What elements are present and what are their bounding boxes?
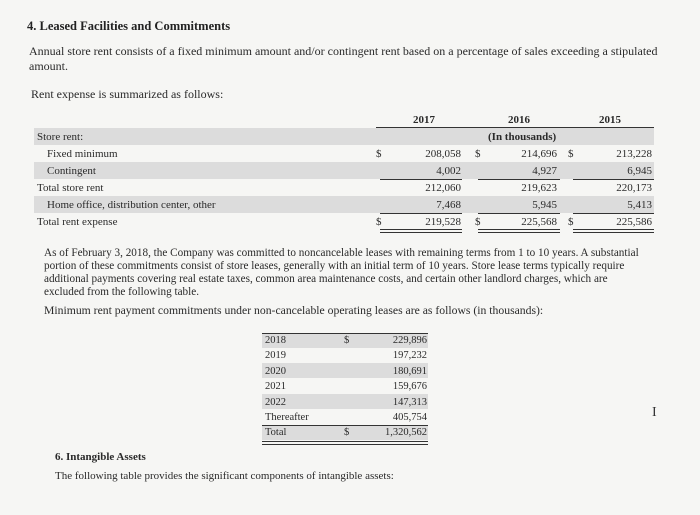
currency-symbol: $ [568,216,574,228]
rent-value-cell: 7,468 [436,199,461,211]
currency-symbol: $ [344,427,350,438]
year-header-2017: 2017 [413,114,435,126]
rent-intro-paragraph: Annual store rent consists of a fixed minimum amount and/or contingent rent based on a percentage of sales exceeding a stipulated amount. [29,44,658,73]
currency-symbol: $ [376,216,382,228]
rent-value-cell: 225,568 [521,216,557,228]
commit-amount-cell: 229,896 [392,335,427,346]
currency-symbol: $ [344,335,350,346]
min-rent-lead: Minimum rent payment commitments under non-cancelable operating leases are as follows (in thousands): [44,304,544,317]
commit-year-label: Total [265,427,287,438]
rent-summary-lead: Rent expense is summarized as follows: [31,87,224,101]
rent-value-cell: 214,696 [521,148,557,160]
section-6-description: The following table provides the significant components of intangible assets: [55,470,394,482]
commit-year-label: 2021 [265,381,286,392]
commit-amount-cell: 405,754 [392,412,427,423]
commit-year-label: Thereafter [265,412,309,423]
currency-symbol: $ [475,148,481,160]
rent-value-cell: 219,528 [425,216,461,228]
rent-value-cell: 6,945 [627,165,652,177]
rent-value-cell: 212,060 [425,182,461,194]
rent-value-cell: 219,623 [521,182,557,194]
commit-year-label: 2018 [265,335,286,346]
commit-amount-cell: 159,676 [392,381,427,392]
rent-value-cell: 4,927 [532,165,557,177]
year-header-2016: 2016 [508,114,530,126]
rent-row-label: Fixed minimum [47,148,118,160]
currency-symbol: $ [568,148,574,160]
commit-year-label: 2020 [265,366,286,377]
rent-row-label: Total store rent [37,182,104,194]
section-4-title: 4. Leased Facilities and Commitments [27,19,231,33]
currency-symbol: $ [376,148,382,160]
commit-amount-cell: 180,691 [392,366,427,377]
commit-amount-cell: 147,313 [392,397,427,408]
units-label: (In thousands) [488,131,557,143]
rent-value-cell: 4,002 [436,165,461,177]
rent-value-cell: 220,173 [616,182,652,194]
section-6-title: 6. Intangible Assets [55,451,146,463]
commit-amount-cell: 1,320,562 [385,427,427,438]
commit-year-label: 2022 [265,397,286,408]
rent-value-cell: 213,228 [616,148,652,160]
year-header-2015: 2015 [599,114,621,126]
rent-row-label: Store rent: [37,131,84,143]
commitments-paragraph: As of February 3, 2018, the Company was committed to noncancelable leases with remaining terms from 1 to 10 years. A substantial portion of these commitments consist of store leases, generally with an initial term of 10 years. Store lease terms typically require additional payments covering real estate taxes, common area maintenance costs, and certain other landlord charges, which are excluded from the following table. [44,247,639,298]
rent-value-cell: 5,945 [532,199,557,211]
rent-value-cell: 225,586 [616,216,652,228]
currency-symbol: $ [475,216,481,228]
rent-row-label: Total rent expense [37,216,118,228]
commit-year-label: 2019 [265,350,286,361]
commit-amount-cell: 197,232 [392,350,427,361]
rent-value-cell: 5,413 [627,199,652,211]
rent-row-label: Home office, distribution center, other [47,199,216,211]
rent-value-cell: 208,058 [425,148,461,160]
text-cursor-icon: I [652,405,657,420]
rent-row-label: Contingent [47,165,96,177]
